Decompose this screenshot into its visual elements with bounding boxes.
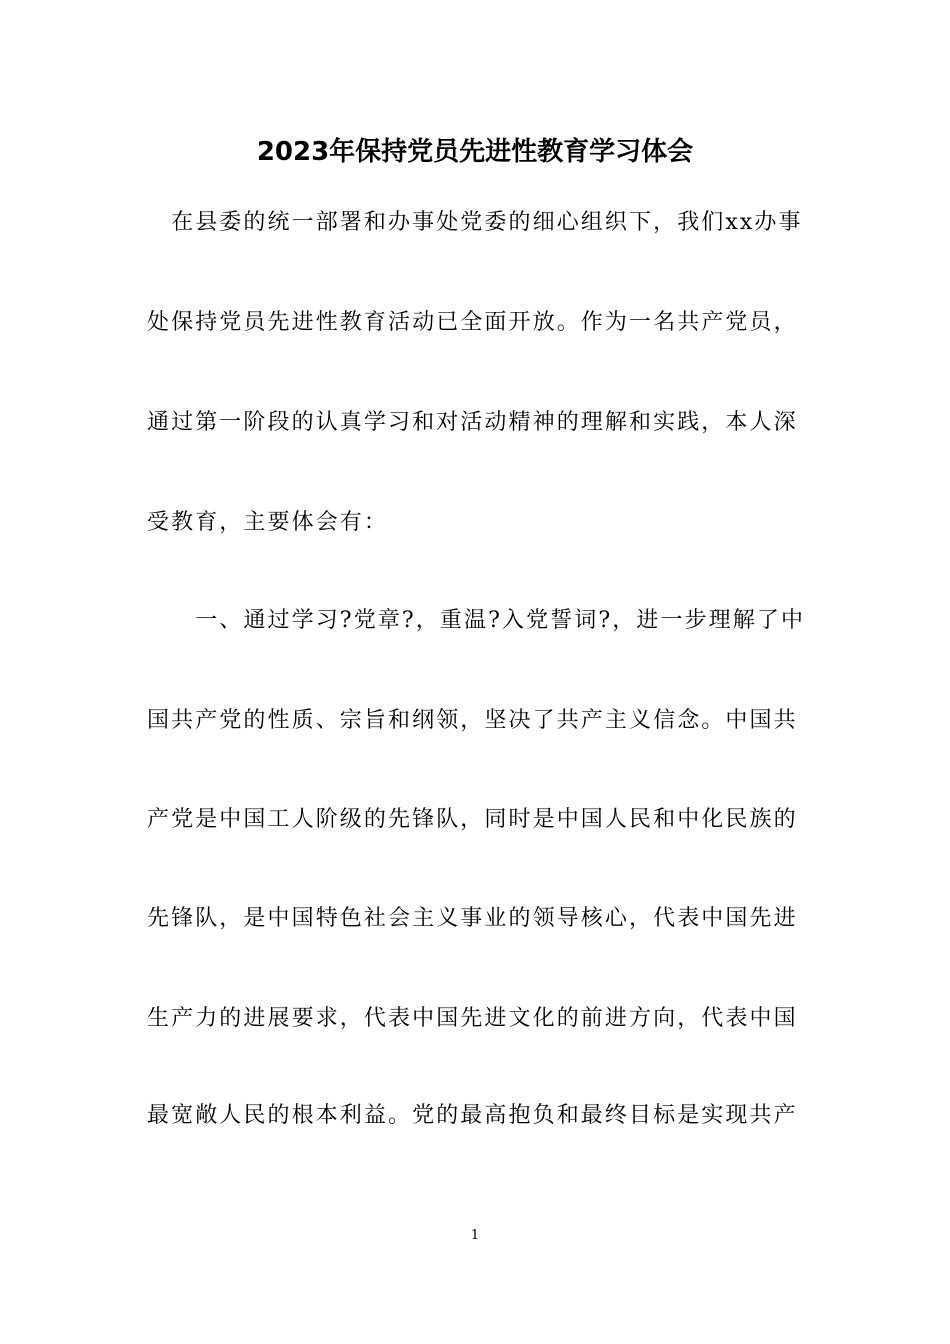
paragraph-line: 在县委的统一部署和办事处党委的细心组织下，我们xx办事 [147, 210, 803, 235]
page-number: 1 [470, 1228, 480, 1243]
paragraph-line: 最宽敞人民的根本利益。党的最高抱负和最终目标是实现共产 [147, 1103, 798, 1128]
document-title: 2023年保持党员先进性教育学习体会 [256, 137, 694, 167]
paragraph-line: 先锋队，是中国特色社会主义事业的领导核心，代表中国先进 [147, 906, 798, 931]
paragraph-line: 受教育，主要体会有： [147, 510, 389, 535]
paragraph-line: 一、通过学习?党章?，重温?入党誓词?，进一步理解了中 [147, 608, 806, 633]
paragraph-line: 生产力的进展要求，代表中国先进文化的前进方向，代表中国 [147, 1006, 798, 1031]
paragraph-line: 国共产党的性质、宗旨和纲领，坚决了共产主义信念。中国共 [147, 708, 798, 733]
paragraph-line: 处保持党员先进性教育活动已全面开放。作为一名共产党员， [147, 310, 798, 335]
paragraph-line: 通过第一阶段的认真学习和对活动精神的理解和实践，本人深 [147, 410, 798, 435]
paragraph-line: 产党是中国工人阶级的先锋队，同时是中国人民和中化民族的 [147, 807, 798, 832]
